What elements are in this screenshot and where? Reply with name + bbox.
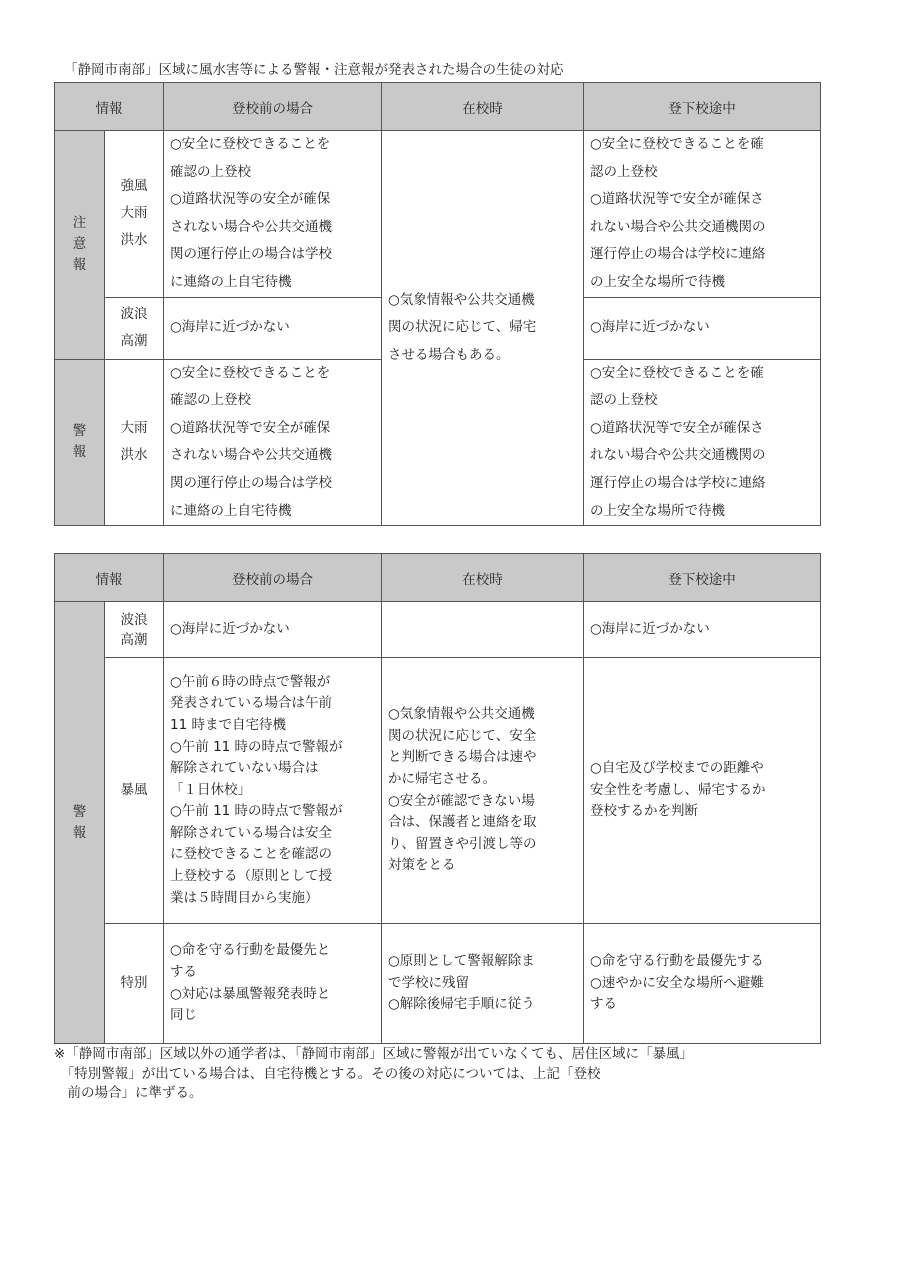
row-label-special: 特別 — [105, 924, 164, 1044]
header-info: 情報 — [55, 554, 164, 602]
group-chuiho: 注 意 報 — [55, 131, 105, 360]
cell-before-waves: ○海岸に近づかない — [164, 297, 382, 359]
cell-before-advisory: ○安全に登校できることを 確認の上登校 ○道路状況等の安全が確保 されない場合や公共交通機 関の運行停止の場合は学校 に連絡の上自宅待機 — [164, 131, 382, 298]
warning-table — [54, 553, 821, 1044]
footnote-line: 前の場合」に準ずる。 — [54, 1085, 203, 1101]
cell-at-school-storm: ○気象情報や公共交通機 関の状況に応じて、安全 と判断できる場合は速や かに帰宅させる。 ○安全が確認できない場 合は、保護者と連絡を取 り、留置きや引渡し等の 対策をとる — [382, 658, 584, 924]
cell-commute-warning: ○安全に登校できることを確 認の上登校 ○道路状況等で安全が確保さ れない場合や公共交通機関の 運行停止の場合は学校に連絡 の上安全な場所で待機 — [584, 359, 821, 526]
cell-commute-waves: ○海岸に近づかない — [584, 602, 821, 658]
row-label-wind-rain-flood: 強風 大雨 洪水 — [105, 131, 164, 298]
cell-commute-special: ○命を守る行動を最優先する ○速やかに安全な場所へ避難 する — [584, 924, 821, 1044]
row-label-waves-tide: 波浪 高潮 — [105, 602, 164, 658]
cell-commute-storm: ○自宅及び学校までの距離や 安全性を考慮し、帰宅するか 登校するかを判断 — [584, 658, 821, 924]
header-info: 情報 — [55, 83, 164, 131]
header-before-school: 登校前の場合 — [164, 554, 382, 602]
group-keiho-t1: 警 報 — [55, 359, 105, 526]
cell-at-school-waves — [382, 602, 584, 658]
row-label-waves-tide: 波浪 高潮 — [105, 297, 164, 359]
cell-before-waves: ○海岸に近づかない — [164, 602, 382, 658]
header-at-school: 在校時 — [382, 83, 584, 131]
row-label-storm: 暴風 — [105, 658, 164, 924]
cell-at-school-t1: ○気象情報や公共交通機 関の状況に応じて、帰宅 させる場合もある。 — [382, 131, 584, 526]
header-before-school: 登校前の場合 — [164, 83, 382, 131]
cell-before-special: ○命を守る行動を最優先と する ○対応は暴風警報発表時と 同じ — [164, 924, 382, 1044]
cell-before-storm: ○午前６時の時点で警報が 発表されている場合は午前 11 時まで自宅待機 ○午前 11 時の時点で警報が 解除されていない場合は 「１日休校」 ○午前 11 時の時点で警報が 解除されている場合は安全 に登校できることを確認の 上登校する（原則として授 業は５時間目から実施） — [164, 658, 382, 924]
advisory-table — [54, 82, 821, 526]
row-label-rain-flood: 大雨 洪水 — [105, 359, 164, 526]
header-commute: 登下校途中 — [584, 554, 821, 602]
header-commute: 登下校途中 — [584, 83, 821, 131]
cell-commute-waves: ○海岸に近づかない — [584, 297, 821, 359]
header-at-school: 在校時 — [382, 554, 584, 602]
cell-at-school-special: ○原則として警報解除ま で学校に残留 ○解除後帰宅手順に従う — [382, 924, 584, 1044]
cell-commute-advisory: ○安全に登校できることを確 認の上登校 ○道路状況等で安全が確保さ れない場合や公共交通機関の 運行停止の場合は学校に連絡 の上安全な場所で待機 — [584, 131, 821, 298]
footnote-line: 「特別警報」が出ている場合は、自宅待機とする。その後の対応については、上記「登校 — [54, 1065, 601, 1082]
footnote-line: ※「静岡市南部」区域以外の通学者は、「静岡市南部」区域に警報が出ていなくても、居住区域に「暴風」 — [54, 1046, 694, 1062]
group-keiho-t2: 警 報 — [55, 602, 105, 1044]
footnote — [54, 1045, 854, 1104]
page-title: 「静岡市南部」区域に風水害等による警報・注意報が発表された場合の生徒の対応 — [64, 62, 564, 78]
cell-before-warning: ○安全に登校できることを 確認の上登校 ○道路状況等で安全が確保 されない場合や公共交通機 関の運行停止の場合は学校 に連絡の上自宅待機 — [164, 359, 382, 526]
